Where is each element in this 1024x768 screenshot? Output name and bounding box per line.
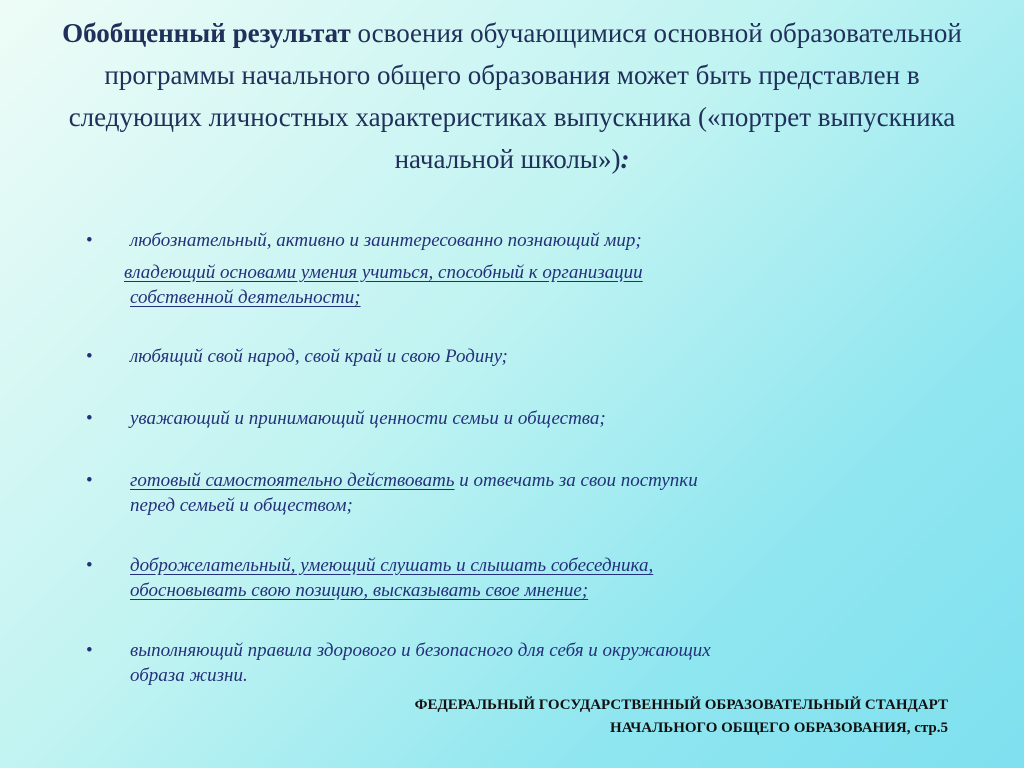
bullet-marker: • [86,230,93,251]
source-citation [328,694,948,740]
footer-line-1: ФЕДЕРАЛЬНЫЙ ГОСУДАРСТВЕННЫЙ ОБРАЗОВАТЕЛЬНЫЙ СТАНДАРТ [414,697,948,713]
list-item [86,638,946,688]
title-colon: : [620,144,630,174]
list-item-text: собственной деятельности; [130,287,361,308]
list-item-text: выполняющий правила здорового и безопасного для себя и окружающих [130,640,711,661]
list-item-text: образа жизни. [130,665,248,686]
footer-line-2: НАЧАЛЬНОГО ОБЩЕГО ОБРАЗОВАНИЯ, стр.5 [610,720,948,736]
list-item [86,228,946,253]
list-item-text [130,578,946,603]
title-rest-part: освоения обучающимися основной образовательной программы начального общего образования может быть представлен в следующих личностных характеристиках выпускника («портрет выпускника начальной школы») [68,18,962,174]
list-item-text: перед семьей и обществом; [130,495,353,516]
bullet-marker: • [86,470,93,491]
list-item-text: готовый самостоятельно действовать и отвечать за свои поступки [130,470,698,491]
title-bold-part: Обобщенный результат [62,18,351,48]
list-item [86,406,946,431]
list-item-text: любознательный, активно и заинтересованно познающий мир; [130,230,642,251]
list-item-text: любящий свой народ, свой край и свою Родину; [130,346,508,367]
bullet-marker: • [86,346,93,367]
list-item-text: уважающий и принимающий ценности семьи и общества; [130,408,606,429]
underlined-link-text[interactable]: обосновывать свою позицию, высказывать свое мнение; [130,580,589,601]
bullet-marker: • [86,555,93,576]
list-item-text: владеющий основами умения учиться, способный к организации [124,262,643,283]
list-item [86,468,946,518]
list-item-text [130,553,946,578]
list-item [86,553,946,603]
underlined-link-text[interactable]: доброжелательный, умеющий слушать и слышать собеседника, [130,555,654,576]
bullet-marker: • [86,408,93,429]
list-item [86,260,946,310]
underlined-link-text[interactable]: готовый самостоятельно действовать [130,470,455,491]
list-item [86,344,946,369]
bullet-marker: • [86,640,93,661]
